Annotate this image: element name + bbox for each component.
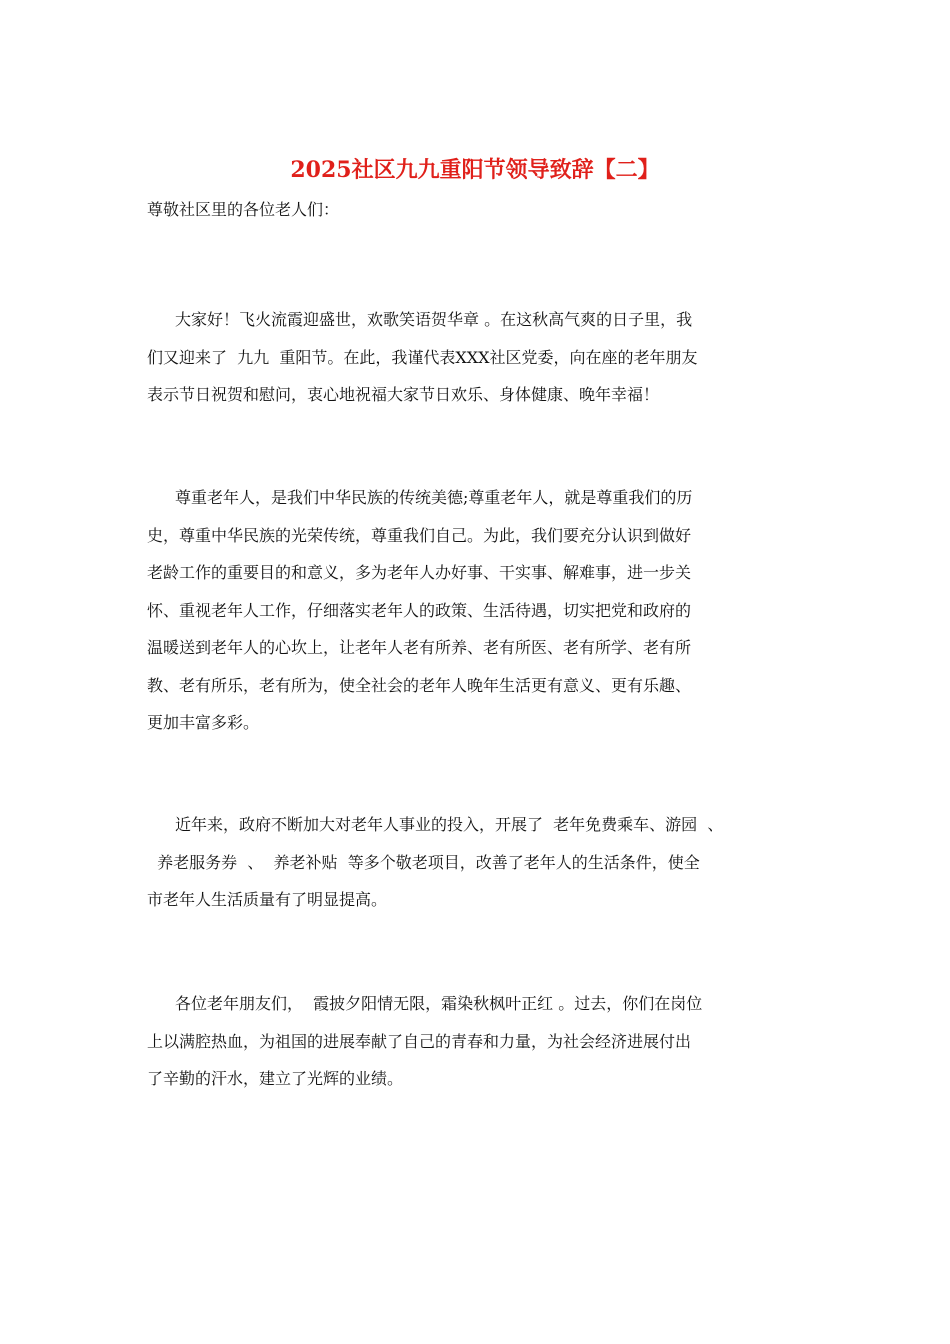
document-title: 2025社区九九重阳节领导致辞【二】 [290,157,660,183]
paragraph-line: 更加丰富多彩。 [147,713,260,732]
paragraph-2 [147,479,692,742]
paragraph-line: 史，尊重中华民族的光荣传统，尊重我们自己。为此，我们要充分认识到做好 [147,525,692,545]
paragraph-line: 上以满腔热血，为祖国的进展奉献了自己的青春和力量，为社会经济进展付出 [147,1031,692,1051]
paragraph-line: 教、老有所乐，老有所为，使全社会的老年人晚年生活更有意义、更有乐趣、 [147,675,692,695]
paragraph-line: 市老年人生活质量有了明显提高。 [147,890,388,909]
paragraph-line: 各位老年朋友们， 霞披夕阳情无限，霜染秋枫叶正红 。过去，你们在岗位 [175,994,703,1013]
paragraph-line: 老龄工作的重要目的和意义，多为老年人办好事、干实事、解难事，进一步关 [147,563,692,582]
salutation: 尊敬社区里的各位老人们： [147,200,340,219]
paragraph-line: 尊重老年人，是我们中华民族的传统美德;尊重老年人，就是尊重我们的历 [175,488,693,507]
paragraph-line: 大家好！飞火流霞迎盛世，欢歌笑语贺华章 。在这秋高气爽的日子里，我 [175,310,693,329]
paragraph-line: 怀、重视老年人工作，仔细落实老年人的政策、生活待遇，切实把党和政府的 [147,600,692,620]
paragraph-line: 温暖送到老年人的心坎上，让老年人老有所养、老有所医、老有所学、老有所 [147,638,692,657]
paragraph-line: 表示节日祝贺和慰问，衷心地祝福大家节日欢乐、身体健康、晚年幸福！ [147,385,660,404]
paragraph-line: 了辛勤的汗水，建立了光辉的业绩。 [147,1069,404,1088]
paragraph-line: 近年来，政府不断加大对老年人事业的投入，开展了 老年免费乘车、游园 、 [175,815,724,834]
paragraph-1 [147,301,698,414]
paragraph-3 [147,806,723,919]
paragraph-4 [147,985,702,1098]
paragraph-line: 们又迎来了 九九 重阳节。在此，我谨代表XXX社区党委，向在座的老年朋友 [147,347,698,367]
paragraph-line: 养老服务券 、 养老补贴 等多个敬老项目，改善了老年人的生活条件，使全 [147,852,700,872]
